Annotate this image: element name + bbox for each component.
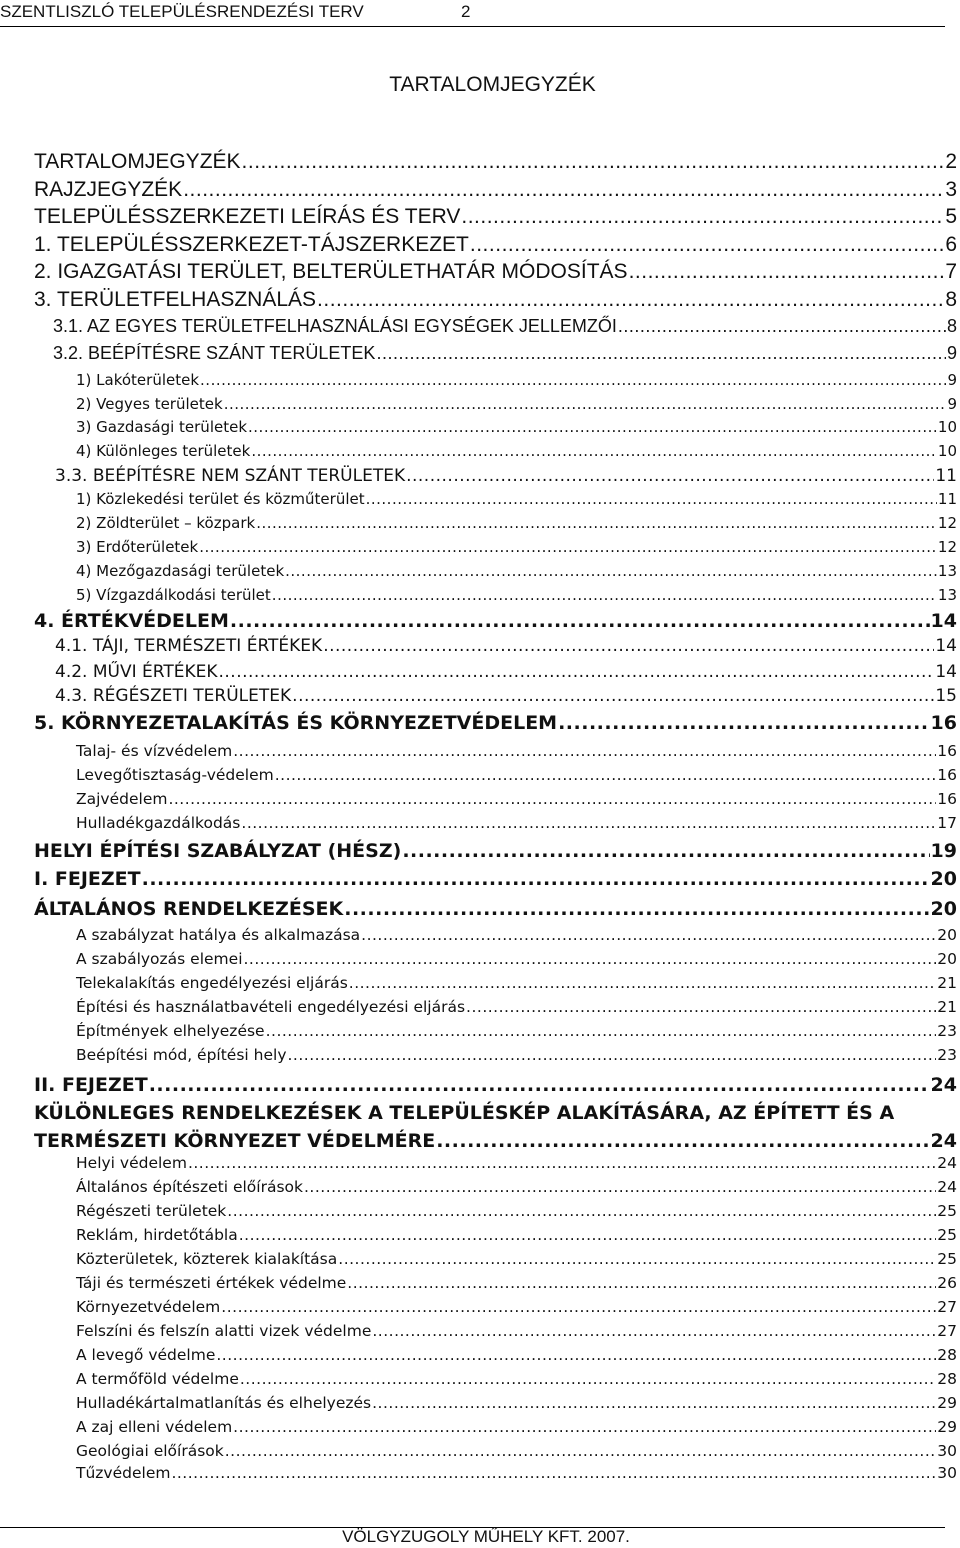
toc-entry[interactable]	[76, 950, 957, 968]
toc-entry[interactable]	[76, 538, 957, 556]
toc-entry[interactable]	[55, 662, 957, 682]
page-title: TARTALOMJEGYZÉK	[389, 73, 596, 96]
toc-entry-page: 24	[937, 1154, 957, 1172]
toc-entry-leader	[200, 371, 946, 389]
toc-entry-leader	[349, 974, 936, 992]
toc-entry-leader	[317, 288, 944, 312]
toc-entry-leader	[233, 742, 936, 760]
toc-entry-leader	[188, 1154, 936, 1172]
page-footer: VÖLGYZUGOLY MŰHELY KFT. 2007.	[342, 1527, 630, 1546]
toc-entry-title: Tűzvédelem	[76, 1464, 171, 1482]
toc-entry-page: 14	[930, 610, 957, 632]
toc-entry-title: Felszíni és felszín alatti vizek védelme	[76, 1322, 372, 1340]
toc-entry[interactable]	[76, 1178, 957, 1196]
toc-entry[interactable]	[34, 178, 957, 202]
toc-entry-leader	[239, 1226, 937, 1244]
toc-entry-leader	[366, 490, 937, 508]
toc-entry-leader	[224, 395, 947, 413]
toc-entry-title: Környezetvédelem	[76, 1298, 221, 1316]
toc-entry[interactable]	[53, 316, 957, 337]
toc-entry-title: 3. TERÜLETFELHASZNÁLÁS	[34, 288, 317, 311]
toc-entry-page: 7	[945, 260, 957, 283]
toc-entry-page: 15	[935, 686, 957, 706]
toc-entry[interactable]	[76, 1394, 957, 1412]
toc-entry-page: 9	[946, 343, 957, 363]
toc-entry-page: 24	[930, 1130, 957, 1152]
toc-entry-page: 8	[946, 316, 957, 336]
toc-entry[interactable]	[34, 150, 957, 174]
toc-entry-page: 26	[937, 1274, 957, 1292]
toc-entry[interactable]	[76, 1022, 957, 1040]
toc-entry[interactable]	[76, 1226, 957, 1244]
toc-entry-page: 14	[935, 662, 957, 682]
toc-entry-page: 30	[937, 1442, 957, 1460]
toc-entry-leader	[199, 538, 937, 556]
toc-entry-title: 4. ÉRTÉKVÉDELEM	[34, 610, 229, 632]
toc-entry-leader	[216, 1346, 936, 1364]
toc-entry-page: 3	[945, 178, 957, 201]
toc-entry-title: Építési és használatbavételi engedélyezési eljárás	[76, 998, 466, 1016]
toc-entry-leader	[466, 998, 936, 1016]
page-header	[0, 0, 945, 27]
toc-entry[interactable]	[76, 1202, 957, 1220]
toc-entry[interactable]	[76, 742, 957, 760]
toc-entry-title: 3.1. AZ EGYES TERÜLETFELHASZNÁLÁSI EGYSÉGEK JELLEMZŐI	[53, 316, 617, 336]
toc-entry-leader	[372, 1322, 936, 1340]
toc-entry-title: 5. KÖRNYEZETALAKÍTÁS ÉS KÖRNYEZETVÉDELEM	[34, 712, 558, 734]
toc-entry[interactable]	[76, 514, 957, 532]
toc-entry[interactable]	[76, 1418, 957, 1436]
toc-entry-leader	[470, 233, 944, 257]
toc-entry[interactable]	[76, 586, 957, 604]
toc-entry[interactable]	[76, 766, 957, 784]
toc-entry-title: 3.3. BEÉPÍTÉSRE NEM SZÁNT TERÜLETEK	[55, 466, 406, 486]
toc-entry-page: 28	[937, 1370, 957, 1388]
toc-entry-title: TARTALOMJEGYZÉK	[34, 150, 241, 173]
toc-entry-page: 28	[937, 1346, 957, 1364]
toc-entry-title: Levegőtisztaság-védelem	[76, 766, 274, 784]
toc-entry-page: 2	[945, 150, 957, 173]
toc-entry-leader	[629, 260, 945, 284]
toc-entry-title: TERMÉSZETI KÖRNYEZET VÉDELMÉRE	[34, 1130, 436, 1152]
toc-entry-page: 24	[937, 1178, 957, 1196]
toc-entry-page: 23	[937, 1022, 957, 1040]
toc-entry-title: Reklám, hirdetőtábla	[76, 1226, 238, 1244]
toc-entry-title: 3) Gazdasági területek	[76, 418, 248, 436]
toc-entry[interactable]	[76, 926, 957, 944]
toc-entry[interactable]	[76, 395, 957, 413]
toc-entry-title: A szabályozás elemei	[76, 950, 243, 968]
toc-entry[interactable]	[34, 712, 957, 734]
toc-entry-page: 6	[945, 233, 957, 256]
toc-entry[interactable]	[34, 1074, 957, 1096]
toc-entry-leader	[618, 316, 946, 337]
toc-entry[interactable]	[34, 840, 957, 862]
toc-entry[interactable]	[53, 343, 957, 364]
toc-entry-page: 25	[937, 1202, 957, 1220]
toc-entry-title: 2. IGAZGATÁSI TERÜLET, BELTERÜLETHATÁR MÓDOSÍTÁS	[34, 260, 628, 283]
toc-entry-leader	[251, 442, 937, 460]
toc-entry-leader	[221, 1298, 936, 1316]
toc-entry-page: 20	[930, 898, 957, 920]
toc-entry-page: 23	[937, 1046, 957, 1064]
toc-entry-page: 10	[937, 418, 957, 436]
toc-entry-leader	[240, 1370, 936, 1388]
toc-entry[interactable]	[76, 1346, 957, 1364]
toc-entry[interactable]	[34, 868, 957, 890]
toc-entry[interactable]	[34, 1130, 957, 1152]
toc-entry-leader	[272, 586, 937, 604]
toc-entry-title: Általános építészeti előírások	[76, 1178, 303, 1196]
toc-entry[interactable]	[76, 1464, 957, 1482]
toc-entry-title: Régészeti területek	[76, 1202, 227, 1220]
toc-entry-title: 2) Vegyes területek	[76, 395, 223, 413]
toc-entry-page: 9	[947, 371, 957, 389]
toc-entry[interactable]	[76, 974, 957, 992]
toc-entry-leader	[230, 610, 930, 632]
toc-entry[interactable]	[76, 1046, 957, 1064]
toc-entry-leader	[275, 766, 937, 784]
toc-entry-leader	[227, 1202, 936, 1220]
toc-entry-page: 14	[935, 636, 957, 656]
toc-entry-page: 21	[937, 974, 957, 992]
toc-entry-page: 30	[937, 1464, 957, 1482]
toc-entry-title: A termőföld védelme	[76, 1370, 239, 1388]
toc-entry-leader	[242, 150, 945, 174]
toc-entry-title: 1) Lakóterületek	[76, 371, 200, 389]
toc-entry-page: 19	[930, 840, 957, 862]
toc-entry-page: 20	[930, 868, 957, 890]
toc-entry[interactable]	[34, 898, 957, 920]
toc-entry-title: Geológiai előírások	[76, 1442, 224, 1460]
toc-entry-leader	[372, 1394, 936, 1412]
toc-entry-title: I. FEJEZET	[34, 868, 141, 890]
toc-entry-page: 29	[937, 1394, 957, 1412]
toc-entry-title: KÜLÖNLEGES RENDELKEZÉSEK A TELEPÜLÉSKÉP ALAKÍTÁSÁRA, AZ ÉPÍTETT ÉS A	[34, 1102, 895, 1124]
toc-entry-title: A szabályzat hatálya és alkalmazása	[76, 926, 361, 944]
toc-entry-leader	[225, 1442, 937, 1460]
toc-entry-leader	[171, 1464, 936, 1482]
toc-entry-page: 16	[937, 790, 957, 808]
toc-entry-page: 11	[935, 466, 957, 486]
toc-entry-leader	[218, 662, 934, 682]
toc-entry-title: Helyi védelem	[76, 1154, 187, 1172]
toc-entry-page: 27	[937, 1322, 957, 1340]
toc-entry[interactable]	[34, 205, 957, 229]
toc-entry-page: 13	[937, 586, 957, 604]
toc-entry-leader	[266, 1022, 937, 1040]
toc-entry-title: Talaj- és vízvédelem	[76, 742, 233, 760]
toc-entry-title: ÁLTALÁNOS RENDELKEZÉSEK	[34, 898, 344, 920]
toc-entry-page: 10	[937, 442, 957, 460]
toc-entry[interactable]	[55, 636, 957, 656]
toc-entry-page: 12	[937, 514, 957, 532]
toc-entry-page: 25	[937, 1250, 957, 1268]
toc-entry-page: 24	[930, 1074, 957, 1096]
toc-entry-title: 1) Közlekedési terület és közműterület	[76, 490, 365, 508]
toc-entry-title: 4.1. TÁJI, TERMÉSZETI ÉRTÉKEK	[55, 636, 323, 656]
toc-entry-leader	[248, 418, 937, 436]
toc-entry-title: 4) Mezőgazdasági területek	[76, 562, 285, 580]
toc-entry-title: TELEPÜLÉSSZERKEZETI LEÍRÁS ÉS TERV	[34, 205, 461, 228]
toc-entry-title: Építmények elhelyezése	[76, 1022, 265, 1040]
toc-entry-page: 25	[937, 1226, 957, 1244]
toc-entry-title: Hulladékártalmatlanítás és elhelyezés	[76, 1394, 372, 1412]
toc-entry-leader	[338, 1250, 936, 1268]
toc-entry[interactable]	[34, 1102, 894, 1124]
toc-entry-leader	[288, 1046, 937, 1064]
toc-entry-title: 1. TELEPÜLÉSSZERKEZET-TÁJSZERKEZET	[34, 233, 469, 256]
toc-entry-leader	[376, 343, 946, 364]
header-title: SZENTLISZLÓ TELEPÜLÉSRENDEZÉSI TERV	[0, 2, 364, 21]
toc-entry[interactable]	[34, 260, 957, 284]
toc-entry[interactable]	[76, 371, 957, 389]
toc-entry-page: 5	[945, 205, 957, 228]
toc-entry[interactable]	[76, 814, 957, 832]
toc-entry-leader	[233, 1418, 936, 1436]
toc-entry[interactable]	[34, 233, 957, 257]
toc-entry-title: Telekalakítás engedélyezési eljárás	[76, 974, 348, 992]
toc-entry[interactable]	[34, 610, 957, 632]
toc-entry-title: 3) Erdőterületek	[76, 538, 199, 556]
toc-entry[interactable]	[76, 1154, 957, 1172]
toc-entry-leader	[241, 814, 936, 832]
toc-entry-leader	[436, 1130, 929, 1152]
toc-entry-page: 20	[937, 950, 957, 968]
toc-entry-leader	[244, 950, 937, 968]
toc-entry[interactable]	[76, 418, 957, 436]
toc-entry-title: Táji és természeti értékek védelme	[76, 1274, 347, 1292]
toc-entry-title: 3.2. BEÉPÍTÉSRE SZÁNT TERÜLETEK	[53, 343, 376, 363]
toc-entry[interactable]	[55, 466, 957, 486]
toc-entry-title: Közterületek, közterek kialakítása	[76, 1250, 338, 1268]
toc-entry-leader	[323, 636, 934, 656]
toc-entry-leader	[292, 686, 934, 706]
toc-entry-leader	[285, 562, 937, 580]
toc-entry-leader	[183, 178, 944, 202]
toc-entry-page: 17	[937, 814, 957, 832]
toc-entry[interactable]	[76, 1322, 957, 1340]
toc-entry-title: II. FEJEZET	[34, 1074, 148, 1096]
toc-entry-page: 16	[937, 742, 957, 760]
toc-entry[interactable]	[34, 288, 957, 312]
toc-entry-page: 16	[930, 712, 957, 734]
toc-entry-title: 4.2. MŰVI ÉRTÉKEK	[55, 662, 218, 682]
toc-entry-title: Zajvédelem	[76, 790, 168, 808]
toc-entry-page: 12	[937, 538, 957, 556]
toc-entry-title: HELYI ÉPÍTÉSI SZABÁLYZAT (HÉSZ)	[34, 840, 402, 862]
toc-entry-leader	[347, 1274, 936, 1292]
toc-entry-title: 2) Zöldterület – közpark	[76, 514, 256, 532]
header-page-number: 2	[461, 2, 471, 21]
toc-entry-page: 21	[937, 998, 957, 1016]
toc-entry-title: RAJZJEGYZÉK	[34, 178, 183, 201]
toc-entry-title: A zaj elleni védelem	[76, 1418, 233, 1436]
toc-entry-title: 4) Különleges területek	[76, 442, 251, 460]
toc-entry[interactable]	[76, 1370, 957, 1388]
toc-entry[interactable]	[76, 562, 957, 580]
toc-entry-leader	[361, 926, 936, 944]
toc-entry[interactable]	[76, 1274, 957, 1292]
toc-entry-leader	[461, 205, 944, 229]
toc-entry-leader	[344, 898, 929, 920]
toc-entry-page: 11	[937, 490, 957, 508]
toc-entry-leader	[406, 466, 934, 486]
toc-entry-page: 9	[947, 395, 957, 413]
toc-entry-page: 13	[937, 562, 957, 580]
toc-entry-page: 8	[945, 288, 957, 311]
toc-entry[interactable]	[76, 998, 957, 1016]
toc-entry[interactable]	[76, 442, 957, 460]
toc-entry-leader	[402, 840, 929, 862]
toc-entry-page: 20	[937, 926, 957, 944]
toc-entry-leader	[142, 868, 930, 890]
toc-entry[interactable]	[76, 1298, 957, 1316]
toc-entry-leader	[304, 1178, 936, 1196]
toc-entry[interactable]	[55, 686, 957, 706]
toc-entry-title: 4.3. RÉGÉSZETI TERÜLETEK	[55, 686, 292, 706]
toc-entry-title: Hulladékgazdálkodás	[76, 814, 241, 832]
toc-entry-title: 5) Vízgazdálkodási terület	[76, 586, 271, 604]
toc-entry-page: 27	[937, 1298, 957, 1316]
toc-entry[interactable]	[76, 1250, 957, 1268]
toc-entry-leader	[558, 712, 929, 734]
toc-entry-leader	[149, 1074, 930, 1096]
toc-entry-page: 29	[937, 1418, 957, 1436]
toc-entry-leader	[256, 514, 937, 532]
toc-entry-title: Beépítési mód, építési hely	[76, 1046, 287, 1064]
toc-entry[interactable]	[76, 1442, 957, 1460]
toc-entry-title: A levegő védelme	[76, 1346, 216, 1364]
toc-entry[interactable]	[76, 490, 957, 508]
toc-entry-page: 16	[937, 766, 957, 784]
toc-entry-leader	[168, 790, 936, 808]
toc-entry[interactable]	[76, 790, 957, 808]
